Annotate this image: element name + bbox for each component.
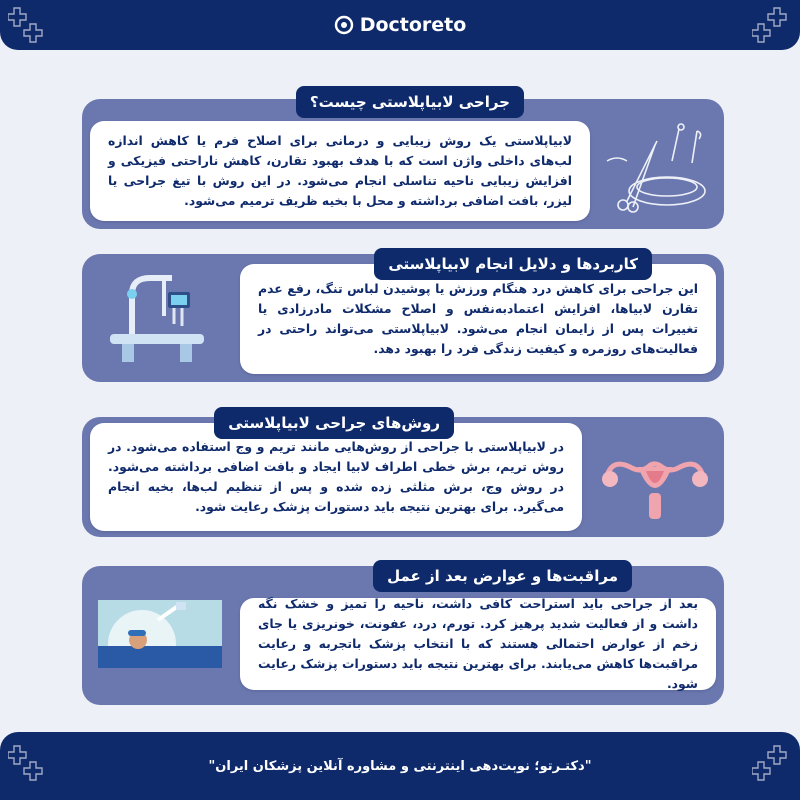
section-body: در لابیاپلاستی با جراحی از روش‌هایی مانند تریم و وج استفاده می‌شود. در روش تریم، برش خطی اطراف لابیا ایجاد و بافت اضافی برداشته می‌شود. در روش وج، برش مثلثی زده شده و پس از تنظیم لب‌ها، بخیه انجام می‌گیرد. برای بهترین نتیجه باید دستورات پزشک رعایت شود. <box>108 439 564 514</box>
section-title: جراحی لابیاپلاستی چیست؟ <box>296 86 524 118</box>
section-card <box>90 121 590 221</box>
brand-logo[interactable] <box>334 14 467 36</box>
section-methods <box>82 414 724 537</box>
section-card <box>90 423 582 531</box>
medical-cross-icon <box>752 744 792 784</box>
section-body: لابیاپلاستی یک روش زیبایی و درمانی برای اصلاح فرم یا کاهش اندازه لب‌های داخلی واژن است که با هدف بهبود تقارن، کاهش ناراحتی فیزیکی و افزایش زیبایی ناحیه تناسلی انجام می‌شود. در این روش با تیغ جراحی یا لیزر، بافت اضافی برداشته و محل با بخیه ظریف ترمیم می‌شود. <box>108 133 572 208</box>
section-title: مراقبت‌ها و عوارض بعد از عمل <box>373 560 632 592</box>
footer-bar <box>0 732 800 800</box>
robotic-surgery-icon <box>102 264 212 370</box>
section-aftercare <box>82 566 724 705</box>
section-body: این جراحی برای کاهش درد هنگام ورزش یا پوشیدن لباس تنگ، رفع عدم تقارن لابیاها، افزایش اعتمادبه‌نفس و اصلاح مشکلات مادرزادی یا تغییرات پس از زایمان انجام می‌شود. لابیاپلاستی می‌تواند راحتی در فعالیت‌های روزمره و کیفیت زندگی فرد را بهبود دهد. <box>258 281 698 356</box>
brand-name: Doctoreto <box>359 14 467 36</box>
section-card <box>240 598 716 690</box>
header-bar <box>0 0 800 50</box>
section-applications <box>82 254 724 382</box>
uterus-icon <box>594 429 716 529</box>
doctoreto-logo-icon <box>334 15 354 35</box>
medical-cross-icon <box>8 6 48 46</box>
section-title: روش‌های جراحی لابیاپلاستی <box>214 407 454 439</box>
section-what-is <box>82 93 724 229</box>
footer-tagline: "دکتـرتو؛ نوبت‌دهی اینترنتی و مشاوره آنلاین پزشکان ایران" <box>208 758 592 774</box>
medical-cross-icon <box>752 6 792 46</box>
section-card <box>240 264 716 374</box>
medical-cross-icon <box>8 744 48 784</box>
surgical-tools-icon <box>597 121 717 221</box>
section-body: بعد از جراحی باید استراحت کافی داشت، ناحیه را تمیز و خشک نگه داشت و از فعالیت شدید پرهیز کرد. تورم، درد، عفونت، خونریزی یا جای زخم از عوارض احتمالی هستند که با انتخاب پزشک باتجربه و رعایت مراقبت‌ها کاهش می‌یابند. برای بهترین نتیجه باید دستورات پزشک رعایت شود. <box>258 596 698 691</box>
section-title: کاربردها و دلایل انجام لابیاپلاستی <box>374 248 652 280</box>
patient-recovery-icon <box>98 600 222 668</box>
